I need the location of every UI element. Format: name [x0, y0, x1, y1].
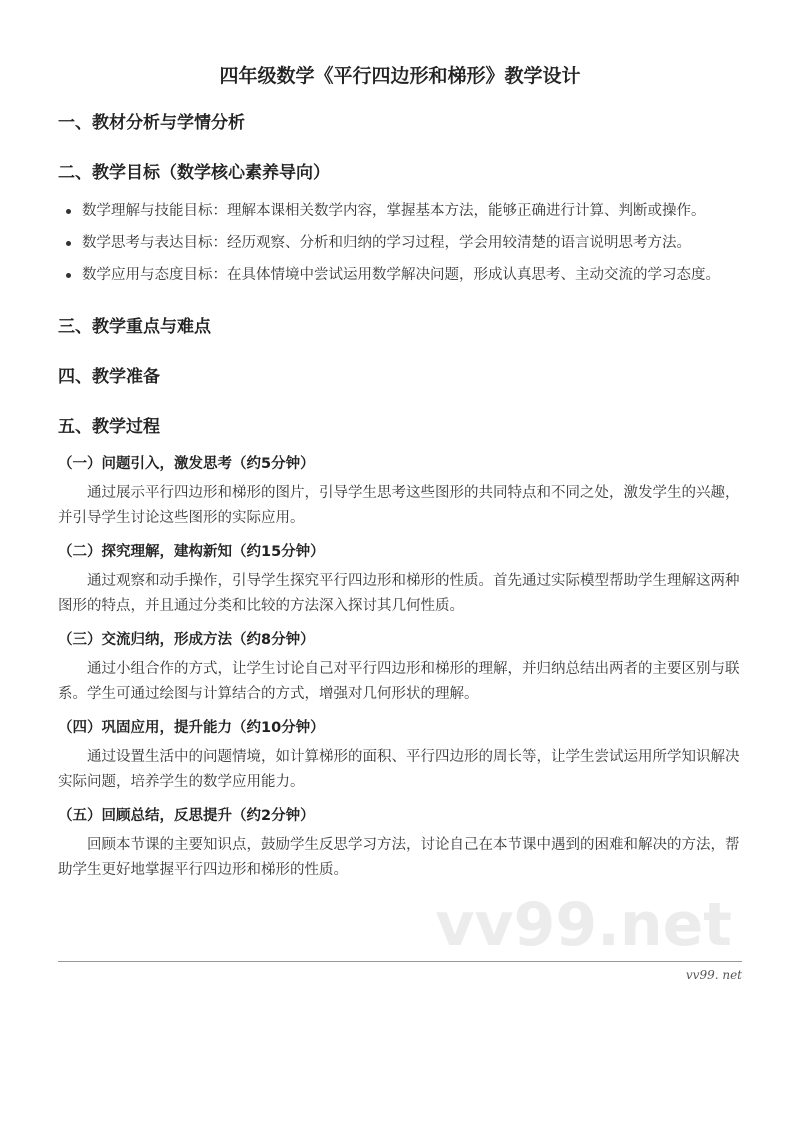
section-heading: 三、教学重点与难点 — [58, 317, 211, 337]
step-paragraph: 通过展示平行四边形和梯形的图片，引导学生思考这些图形的共同特点和不同之处，激发学生的兴趣，并引导学生讨论这些图形的实际应用。 — [58, 485, 740, 526]
bullet-icon — [66, 273, 71, 278]
section-heading: 五、教学过程 — [58, 417, 160, 437]
step-heading: （一）问题引入，激发思考（约5分钟） — [58, 456, 315, 472]
list-item-text: 数学思考与表达目标：经历观察、分析和归纳的学习过程，学会用较清楚的语言说明思考方法。 — [82, 235, 691, 251]
step-paragraph: 回顾本节课的主要知识点，鼓励学生反思学习方法，讨论自己在本节课中遇到的困难和解决的方法，帮助学生更好地掌握平行四边形和梯形的性质。 — [58, 837, 740, 878]
footer-text: vv99. net — [685, 968, 742, 982]
bullet-icon — [66, 209, 71, 214]
list-item — [62, 199, 742, 223]
objectives-list — [58, 199, 742, 287]
bullet-icon — [66, 241, 71, 246]
footer-divider — [58, 961, 742, 962]
list-item — [62, 263, 742, 287]
step-paragraph: 通过小组合作的方式，让学生讨论自己对平行四边形和梯形的理解，并归纳总结出两者的主要区别与联系。学生可通过绘图与计算结合的方式，增强对几何形状的理解。 — [58, 661, 740, 702]
section-heading: 一、教材分析与学情分析 — [58, 113, 245, 133]
list-item-text: 数学应用与态度目标：在具体情境中尝试运用数学解决问题，形成认真思考、主动交流的学习态度。 — [82, 267, 720, 283]
list-item — [62, 231, 742, 255]
step-paragraph: 通过观察和动手操作，引导学生探究平行四边形和梯形的性质。首先通过实际模型帮助学生理解这两种图形的特点，并且通过分类和比较的方法深入探讨其几何性质。 — [58, 573, 740, 614]
step-paragraph: 通过设置生活中的问题情境，如计算梯形的面积、平行四边形的周长等，让学生尝试运用所学知识解决实际问题，培养学生的数学应用能力。 — [58, 749, 740, 790]
section-heading: 四、教学准备 — [58, 367, 160, 387]
step-heading: （四）巩固应用，提升能力（约10分钟） — [58, 720, 325, 736]
list-item-text: 数学理解与技能目标：理解本课相关数学内容，掌握基本方法，能够正确进行计算、判断或操作。 — [82, 203, 706, 219]
step-heading: （三）交流归纳，形成方法（约8分钟） — [58, 632, 315, 648]
document-title: 四年级数学《平行四边形和梯形》教学设计 — [219, 65, 581, 87]
step-heading: （二）探究理解，建构新知（约15分钟） — [58, 544, 325, 560]
step-heading: （五）回顾总结，反思提升（约2分钟） — [58, 808, 315, 824]
watermark: vv99.net — [435, 890, 732, 960]
section-heading: 二、教学目标（数学核心素养导向） — [58, 163, 330, 183]
